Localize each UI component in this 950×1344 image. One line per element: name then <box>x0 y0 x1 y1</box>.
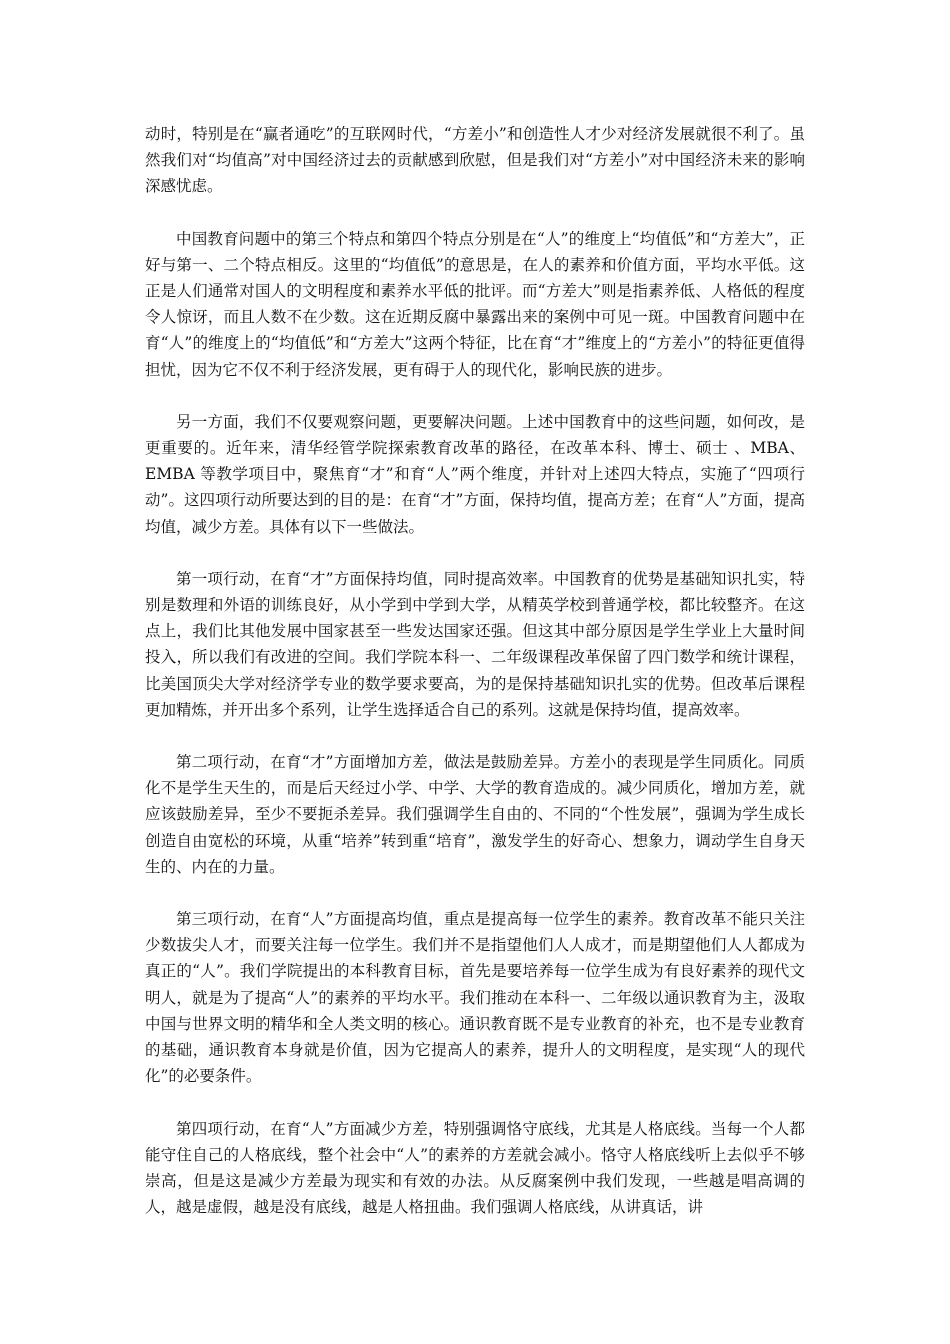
paragraph-action-one: 第一项行动，在育“才”方面保持均值，同时提高效率。中国教育的优势是基础知识扎实，特别是数理和外语的训练良好，从小学到中学到大学，从精英学校到普通学校，都比较整齐。在这点上，我们比其他发展中国家甚至一些发达国家还强。但这其中部分原因是学生学业上大量时间投入，所以我们有改进的空间。我们学院本科一、二年级课程改革保留了四门数学和统计课程，比美国顶尖大学对经济学专业的数学要求要高，为的是保持基础知识扎实的优势。但改革后课程更加精炼，并开出多个系列，让学生选择适合自己的系列。这就是保持均值，提高效率。 <box>145 569 805 719</box>
paragraph-action-four: 第四项行动，在育“人”方面减少方差，特别强调恪守底线，尤其是人格底线。当每一个人都能守住自己的人格底线，整个社会中“人”的素养的方差就会减小。恪守人格底线听上去似乎不够崇高，但是这是减少方差最为现实和有效的办法。从反腐案例中我们发现，一些越是唱高调的人，越是虚假，越是没有底线，越是人格扭曲。我们强调人格底线，从讲真话，讲 <box>145 1119 805 1217</box>
paragraph-action-three: 第三项行动，在育“人”方面提高均值，重点是提高每一位学生的素养。教育改革不能只关注少数拔尖人才，而要关注每一位学生。我们并不是指望他们人人成才，而是期望他们人人都成为真正的“人”。我们学院提出的本科教育目标，首先是要培养每一位学生成为有良好素养的现代文明人，就是为了提高“人”的素养的平均水平。我们推动在本科一、二年级以通识教育为主，汲取中国与世界文明的精华和全人类文明的核心。通识教育既不是专业教育的补充，也不是专业教育的基础，通识教育本身就是价值，因为它提高人的素养，提升人的文明程度，是实现“人的现代化”的必要条件。 <box>145 910 805 1086</box>
paragraph-solutions-intro: 另一方面，我们不仅要观察问题，更要解决问题。上述中国教育中的这些问题，如何改，是更重要的。近年来，清华经管学院探索教育改革的路径，在改革本科、博士、硕士 、MBA、EMBA 等教学项目中，聚焦育“才”和育“人”两个维度，并针对上述四大特点，实施了“四项行动”。这四项行动所要达到的目的是：在育“才”方面，保持均值，提高方差；在育“人”方面，提高均值，减少方差。具体有以下一些做法。 <box>145 412 805 536</box>
document-body <box>145 121 805 1246</box>
paragraph-third-fourth-features: 中国教育问题中的第三个特点和第四个特点分别是在“人”的维度上“均值低”和“方差大”，正好与第一、二个特点相反。这里的“均值低”的意思是，在人的素养和价值方面，平均水平低。这正是人们通常对国人的文明程度和素养水平低的批评。而“方差大”则是指素养低、人格低的程度令人惊讶，而且人数不在少数。这在近期反腐中暴露出来的案例中可见一斑。中国教育问题中在育“人”的维度上的“均值低”和“方差大”这两个特征，比在育“才”维度上的“方差小”的特征更值得担忧，因为它不仅不利于经济发展，更有碍于人的现代化，影响民族的进步。 <box>145 229 805 379</box>
paragraph-action-two: 第二项行动，在育“才”方面增加方差，做法是鼓励差异。方差小的表现是学生同质化。同质化不是学生天生的，而是后天经过小学、中学、大学的教育造成的。减少同质化，增加方差，就应该鼓励差异，至少不要扼杀差异。我们强调学生自由的、不同的“个性发展”，强调为学生成长创造自由宽松的环境，从重“培养”转到重“培育”，激发学生的好奇心、想象力，调动学生自身天生的、内在的力量。 <box>145 753 805 876</box>
paragraph-continuation: 动时，特别是在“赢者通吃”的互联网时代，“方差小”和创造性人才少对经济发展就很不利了。虽然我们对“均值高”对中国经济过去的贡献感到欣慰，但是我们对“方差小”对中国经济未来的影响深感忧虑。 <box>145 125 805 196</box>
